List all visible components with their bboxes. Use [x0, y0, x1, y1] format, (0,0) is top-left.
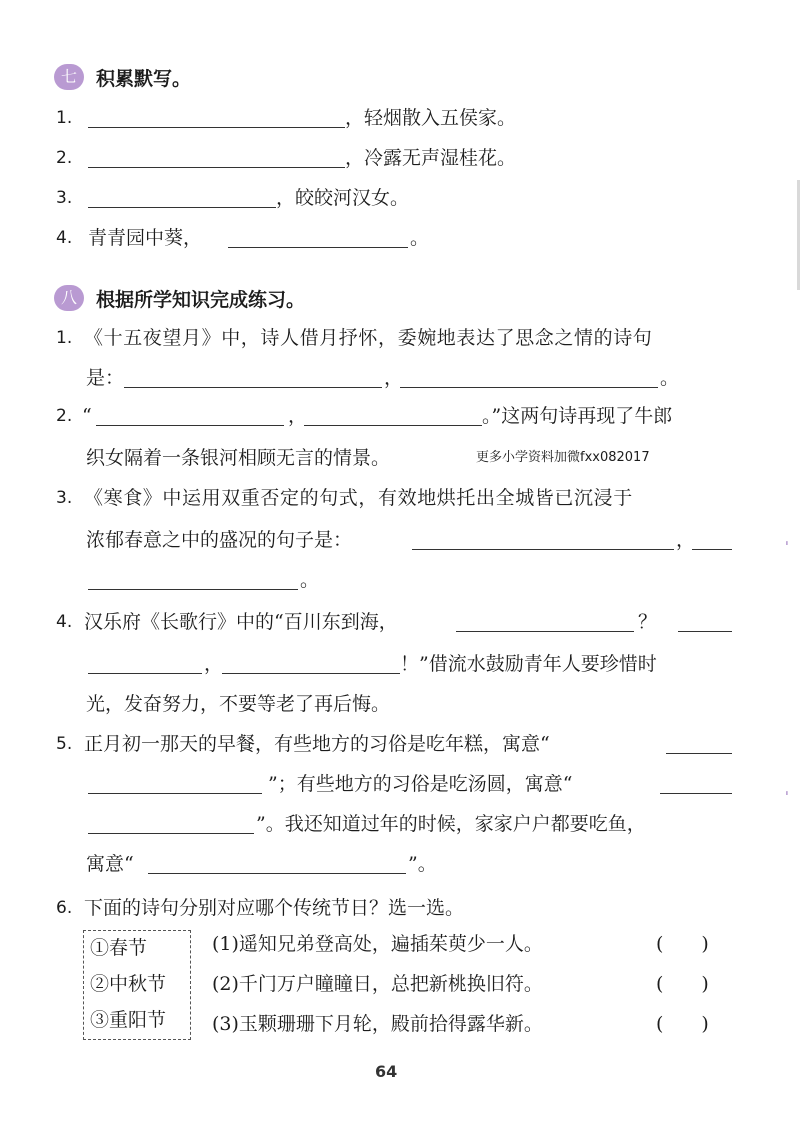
answer-blank[interactable]: [148, 873, 406, 874]
answer-blank[interactable]: [222, 673, 400, 674]
page-number: 64: [375, 1062, 398, 1081]
poem-line: (2)千门万户瞳瞳日，总把新桃换旧符。: [212, 973, 543, 995]
q5-text: 正月初一那天的早餐，有些地方的习俗是吃年糕，寓意“: [84, 733, 550, 755]
section-7-title: 积累默写。: [96, 68, 192, 90]
item-number: 4.: [56, 228, 73, 248]
q1-text: 《十五夜望月》中，诗人借月抒怀，委婉地表达了思念之情的诗句: [84, 327, 653, 349]
section-7-badge: 七: [54, 64, 84, 90]
poem-line: (3)玉颗珊珊下月轮，殿前拾得露华新。: [212, 1013, 543, 1035]
q3-text-2: 浓郁春意之中的盛况的句子是：: [86, 529, 353, 551]
answer-blank[interactable]: [400, 387, 658, 388]
margin-mark: ˈ: [785, 540, 789, 556]
watermark-text: 更多小学资料加微fxx082017: [476, 450, 650, 465]
item-number: 2.: [56, 148, 73, 168]
answer-blank[interactable]: [88, 793, 262, 794]
answer-blank[interactable]: [692, 549, 732, 550]
item-number: 3.: [56, 188, 73, 208]
answer-blank[interactable]: [412, 549, 674, 550]
q1-text-2: 是：: [86, 367, 125, 389]
answer-blank[interactable]: [88, 127, 345, 128]
item-text: ，皎皎河汉女。: [276, 187, 410, 209]
item-text: 青青园中葵，: [88, 227, 203, 249]
item-number: 1.: [56, 328, 73, 348]
option-spring-festival: ①春节: [90, 937, 148, 959]
option-double-ninth: ③重阳节: [90, 1009, 167, 1031]
item-number: 5.: [56, 734, 73, 754]
answer-paren[interactable]: ( ): [656, 933, 709, 955]
answer-blank[interactable]: [96, 425, 284, 426]
item-number: 1.: [56, 108, 73, 128]
answer-blank[interactable]: [88, 673, 202, 674]
answer-blank[interactable]: [666, 753, 732, 754]
margin-mark: ˈ: [785, 790, 789, 806]
q5-end: ”。: [408, 853, 437, 875]
section-8-badge: 八: [54, 285, 84, 311]
answer-blank[interactable]: [456, 631, 634, 632]
q3-text: 《寒食》中运用双重否定的句式，有效地烘托出全城皆已沉浸于: [84, 487, 633, 509]
item-number: 2.: [56, 406, 73, 426]
item-number: 6.: [56, 898, 73, 918]
q2-open-quote: “: [82, 405, 92, 427]
festival-options-box: [83, 930, 191, 1040]
answer-blank[interactable]: [88, 833, 254, 834]
q4-text: 汉乐府《长歌行》中的“百川东到海，: [84, 611, 398, 633]
q4-text-2: ！”借流水鼓励青年人要珍惜时: [400, 653, 657, 675]
q4-question-mark: ？: [638, 611, 658, 633]
q4-sep: ，: [204, 653, 224, 675]
poem-line: (1)遥知兄弟登高处，遍插茱萸少一人。: [212, 933, 543, 955]
answer-blank[interactable]: [228, 247, 408, 248]
answer-blank[interactable]: [88, 167, 345, 168]
q5-text-2: ”；有些地方的习俗是吃汤圆，寓意“: [268, 773, 573, 795]
answer-blank[interactable]: [88, 207, 276, 208]
q3-end: 。: [300, 569, 320, 591]
option-mid-autumn: ②中秋节: [90, 973, 167, 995]
answer-blank[interactable]: [678, 631, 732, 632]
q4-text-3: 光，发奋努力，不要等老了再后悔。: [86, 693, 391, 715]
q2-text: 。”这两句诗再现了牛郎: [482, 405, 673, 427]
q1-end: 。: [660, 367, 680, 389]
answer-paren[interactable]: ( ): [656, 1013, 709, 1035]
item-number: 3.: [56, 488, 73, 508]
q1-sep: ，: [384, 367, 404, 389]
answer-paren[interactable]: ( ): [656, 973, 709, 995]
answer-blank[interactable]: [124, 387, 382, 388]
item-number: 4.: [56, 612, 73, 632]
item-text: ，冷露无声湿桂花。: [345, 147, 517, 169]
section-8-title: 根据所学知识完成练习。: [96, 289, 306, 311]
q2-text-2: 织女隔着一条银河相顾无言的情景。: [86, 447, 391, 469]
answer-blank[interactable]: [88, 589, 298, 590]
answer-blank[interactable]: [660, 793, 732, 794]
q5-text-3: ”。我还知道过年的时候，家家户户都要吃鱼，: [256, 813, 646, 835]
item-text: ，轻烟散入五侯家。: [345, 107, 517, 129]
q3-sep: ，: [676, 529, 696, 551]
q2-sep: ，: [288, 405, 308, 427]
answer-blank[interactable]: [304, 425, 482, 426]
item-text-end: 。: [410, 227, 430, 249]
q5-text-4: 寓意“: [86, 853, 134, 875]
q6-prompt: 下面的诗句分别对应哪个传统节日？选一选。: [84, 897, 465, 919]
